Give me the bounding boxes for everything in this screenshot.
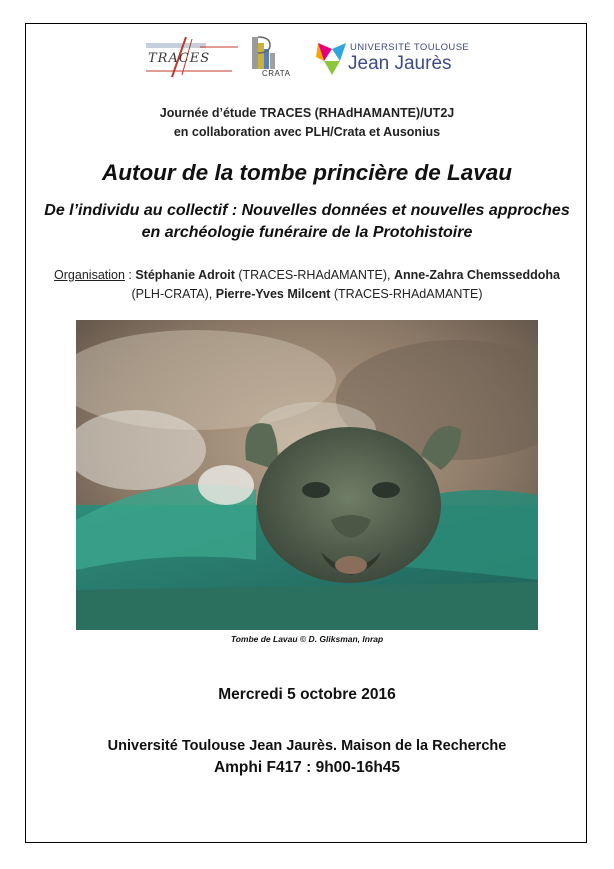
organisation-block <box>0 266 614 304</box>
ut2j-logo <box>316 39 476 81</box>
ut2j-university-label: UNIVERSITÉ TOULOUSE <box>350 42 470 53</box>
intro-block <box>0 104 614 142</box>
logo-bar <box>0 35 614 83</box>
organisation-separator: : <box>124 268 136 282</box>
ut2j-name: Jean Jaurès <box>348 53 452 74</box>
plh-crata-logo <box>248 35 294 83</box>
intro-line-2: en collaboration avec PLH/Crata et Ausonius <box>173 125 441 139</box>
venue-line-2: Amphi F417 : 9h00-16h45 <box>213 759 401 776</box>
lavau-tomb-photo <box>76 320 538 630</box>
intro-line-1: Journée d’étude TRACES (RHAdHAMANTE)/UT2J <box>159 106 455 120</box>
event-date: Mercredi 5 octobre 2016 <box>218 686 396 703</box>
organiser-3-affiliation: (TRACES-RHAdAMANTE) <box>330 287 483 301</box>
event-venue <box>0 735 614 779</box>
organiser-1: Stéphanie Adroit <box>135 268 235 282</box>
organiser-2: Anne-Zahra Chemsseddoha <box>393 268 560 282</box>
subtitle-block <box>0 200 614 244</box>
organiser-1-affiliation: (TRACES-RHAdAMANTE), <box>234 268 394 282</box>
photo-caption: Tombe de Lavau © D. Gliksman, Inrap <box>230 634 384 644</box>
traces-wordmark: TRACES <box>148 51 211 66</box>
subtitle-line-1: De l’individu au collectif : Nouvelles données et nouvelles approches <box>44 202 570 219</box>
subtitle-line-2: en archéologie funéraire de la Protohistoire <box>141 224 473 241</box>
crata-label: CRATA <box>262 69 291 78</box>
venue-line-1: Université Toulouse Jean Jaurès. Maison de la Recherche <box>107 738 507 754</box>
organiser-2-affiliation: (PLH-CRATA), <box>131 287 216 301</box>
organiser-3: Pierre-Yves Milcent <box>215 287 331 301</box>
traces-logo <box>142 35 242 79</box>
page-title: Autour de la tombe princière de Lavau <box>101 160 513 185</box>
organisation-label: Organisation <box>54 268 125 282</box>
